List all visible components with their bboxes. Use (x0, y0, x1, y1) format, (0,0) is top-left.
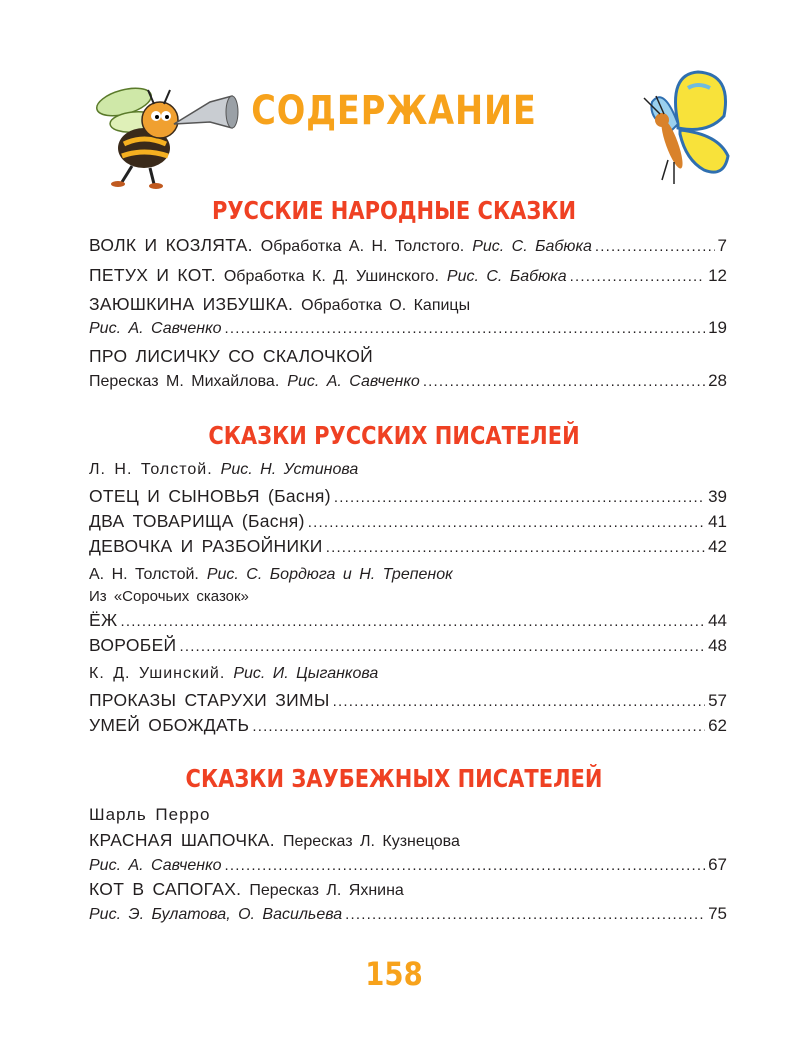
entry-illustrator: Рис. А. Савченко (89, 857, 222, 874)
toc-entry[interactable] (89, 509, 727, 533)
entry-title: ЗАЮШКИНА ИЗБУШКА. (89, 294, 294, 314)
entry-title: ДЕВОЧКА И РАЗБОЙНИКИ (89, 536, 323, 556)
dot-leader (334, 486, 705, 510)
author-name: Шарль Перро (89, 805, 211, 824)
toc-entry[interactable] (89, 713, 727, 737)
dot-leader (225, 854, 706, 878)
toc-entry[interactable] (89, 263, 727, 287)
entry-illustrator: Рис. А. Савченко (89, 320, 222, 337)
toc-entry[interactable] (89, 633, 727, 657)
dot-leader (252, 715, 705, 739)
author-name: К. Д. Ушинский. (89, 665, 226, 682)
toc-entry[interactable] (89, 608, 727, 632)
dot-leader (333, 690, 705, 714)
toc-entry-continuation[interactable] (89, 902, 727, 926)
entry-illustrator: Рис. С. Бабюка (446, 268, 567, 285)
entry-page: 44 (708, 611, 727, 630)
toc-entry[interactable] (89, 688, 727, 712)
dot-leader (225, 317, 706, 341)
entry-title: ПРО ЛИСИЧКУ СО СКАЛОЧКОЙ (89, 346, 374, 366)
entry-title: УМЕЙ ОБОЖДАТЬ (89, 715, 250, 735)
author-name: А. Н. Толстой. (89, 566, 199, 583)
entry-page: 48 (708, 636, 727, 655)
toc-entry[interactable] (89, 877, 727, 901)
entry-title: ПРОКАЗЫ СТАРУХИ ЗИМЫ (89, 690, 330, 710)
section-title-russian-writers: СКАЗКИ РУССКИХ ПИСАТЕЛЕЙ (208, 421, 580, 450)
entry-title: ВОЛК И КОЗЛЯТА. (89, 235, 253, 255)
entry-adaptation: Обработка А. Н. Толстого. (260, 238, 465, 255)
entry-page: 39 (708, 487, 727, 506)
entry-page: 19 (708, 318, 727, 337)
collection-name: Из «Сорочьих сказок» (89, 588, 249, 605)
entry-page: 67 (708, 855, 727, 874)
entry-title: ОТЕЦ И СЫНОВЬЯ (Басня) (89, 486, 331, 506)
toc-entry[interactable] (89, 344, 727, 368)
entry-title: ПЕТУХ И КОТ. (89, 265, 216, 285)
author-line (89, 458, 727, 482)
dot-leader (570, 265, 705, 289)
toc-entry-continuation[interactable] (89, 316, 727, 340)
author-line (89, 803, 727, 827)
entry-illustrator: Рис. И. Цыганкова (233, 665, 379, 682)
dot-leader (326, 536, 705, 560)
toc-entry[interactable] (89, 828, 727, 852)
author-line (89, 662, 727, 686)
entry-title: КРАСНАЯ ШАПОЧКА. (89, 830, 275, 850)
dot-leader (120, 610, 705, 634)
section-title-foreign-writers: СКАЗКИ ЗАУБЕЖНЫХ ПИСАТЕЛЕЙ (185, 764, 603, 793)
entry-illustrator: Рис. Э. Булатова, О. Васильева (89, 906, 343, 923)
section-title-russian-folk-tales: РУССКИЕ НАРОДНЫЕ СКАЗКИ (211, 196, 577, 225)
collection-line (89, 585, 727, 609)
entry-title: ЁЖ (89, 610, 118, 630)
entry-adaptation: Пересказ М. Михайлова. (89, 373, 280, 390)
entry-title: КОТ В САПОГАХ. (89, 879, 242, 899)
entry-title: ВОРОБЕЙ (89, 635, 177, 655)
entry-page: 12 (708, 266, 727, 285)
entry-page: 75 (708, 904, 727, 923)
page-number: 158 (365, 955, 423, 993)
entry-illustrator: Рис. Н. Устинова (220, 461, 359, 478)
entry-adaptation: Пересказ Л. Яхнина (249, 882, 404, 899)
entry-page: 7 (717, 236, 727, 255)
toc-entry[interactable] (89, 233, 727, 257)
dot-leader (179, 635, 705, 659)
entry-title: ДВА ТОВАРИЩА (Басня) (89, 511, 305, 531)
entry-adaptation: Обработка К. Д. Ушинского. (223, 268, 439, 285)
entry-illustrator: Рис. С. Бабюка (472, 238, 592, 255)
entry-illustrator: Рис. А. Савченко (287, 373, 420, 390)
dot-leader (595, 235, 715, 259)
entry-adaptation: Пересказ Л. Кузнецова (282, 833, 460, 850)
author-line (89, 563, 727, 587)
entry-illustrator: Рис. С. Бордюга и Н. Трепенок (206, 566, 453, 583)
dot-leader (308, 511, 705, 535)
entry-page: 57 (708, 691, 727, 710)
toc-entry[interactable] (89, 292, 727, 316)
entry-page: 28 (708, 371, 727, 390)
page-title: СОДЕРЖАНИЕ (251, 88, 537, 134)
toc-entry-continuation[interactable] (89, 369, 727, 393)
entry-page: 41 (708, 512, 727, 531)
author-name: Л. Н. Толстой. (89, 461, 213, 478)
entry-page: 62 (708, 716, 727, 735)
entry-page: 42 (708, 537, 727, 556)
toc-entry-continuation[interactable] (89, 853, 727, 877)
dot-leader (423, 370, 705, 394)
dot-leader (345, 903, 705, 927)
toc-entry[interactable] (89, 534, 727, 558)
entry-adaptation: Обработка О. Капицы (301, 297, 471, 314)
toc-entry[interactable] (89, 484, 727, 508)
